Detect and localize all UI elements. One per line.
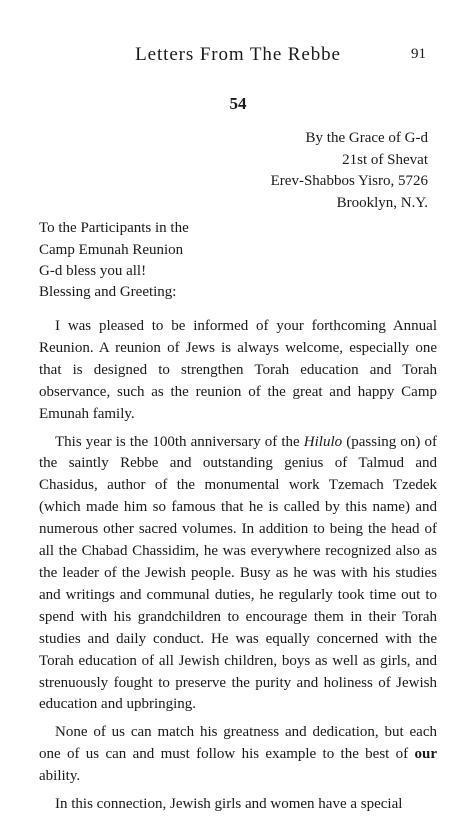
header-line-date: 21st of Shevat [342, 151, 428, 168]
paragraph-2-start: This year is the 100th anniversary of the [55, 433, 304, 450]
header-line-location: Brooklyn, N.Y. [336, 194, 428, 211]
salutation: Blessing and Greeting: [39, 284, 177, 300]
paragraph-3-start: None of us can match his greatness and dedication, but each one of us can and must follow his example to the best of [39, 724, 437, 763]
letter-header [271, 128, 428, 214]
paragraph-2 [39, 432, 437, 717]
letter-body [39, 316, 437, 816]
letter-number: 54 [229, 94, 247, 113]
emphasis-our: our [414, 746, 437, 763]
addressee-line-2: Camp Emunah Reunion [39, 241, 184, 258]
paragraph-2-rest: (passing on) of the saintly Rebbe and outstanding genius of Talmud and Chasidus, author of the monumental work Tzemach Tzedek (which made him so famous that he is called by this name) and numerous other sacred volumes. In addition to being the head of all the Chabad Chassidim, he was everywhere recognized also as the leader of the Jewish people. Busy as he was with his studies and writings and communal duties, he regularly took time out to spend with his grandchildren to encourage them in their Torah studies and daily conduct. He was equally concerned with the Torah education of all Jewish children, boys as well as girls, and strenuously fought to preserve the purity and holiness of Jewish education and upbringing. [39, 433, 437, 713]
addressee-line-1: To the Participants in the [39, 220, 189, 236]
addressee-line-3: G-d bless you all! [39, 263, 147, 279]
running-head [0, 44, 476, 68]
hilulo-term: Hilulo [303, 433, 343, 450]
paragraph-1: I was pleased to be informed of your forthcoming Annual Reunion. A reunion of Jews is always welcome, especially one that is designed to strengthen Torah education and Torah observance, such as the reunion of the great and happy Camp Emunah family. [39, 318, 437, 422]
running-title: Letters From The Rebbe [135, 44, 341, 65]
paragraph-4: In this connection, Jewish girls and women have a special [55, 796, 403, 813]
addressee-block [39, 218, 189, 283]
paragraph-3 [39, 722, 437, 788]
paragraph-3-rest: ability. [39, 768, 81, 785]
page-number: 91 [411, 46, 426, 62]
header-line-shabbos: Erev-Shabbos Yisro, 5726 [270, 173, 428, 189]
header-line-grace: By the Grace of G-d [305, 130, 428, 146]
